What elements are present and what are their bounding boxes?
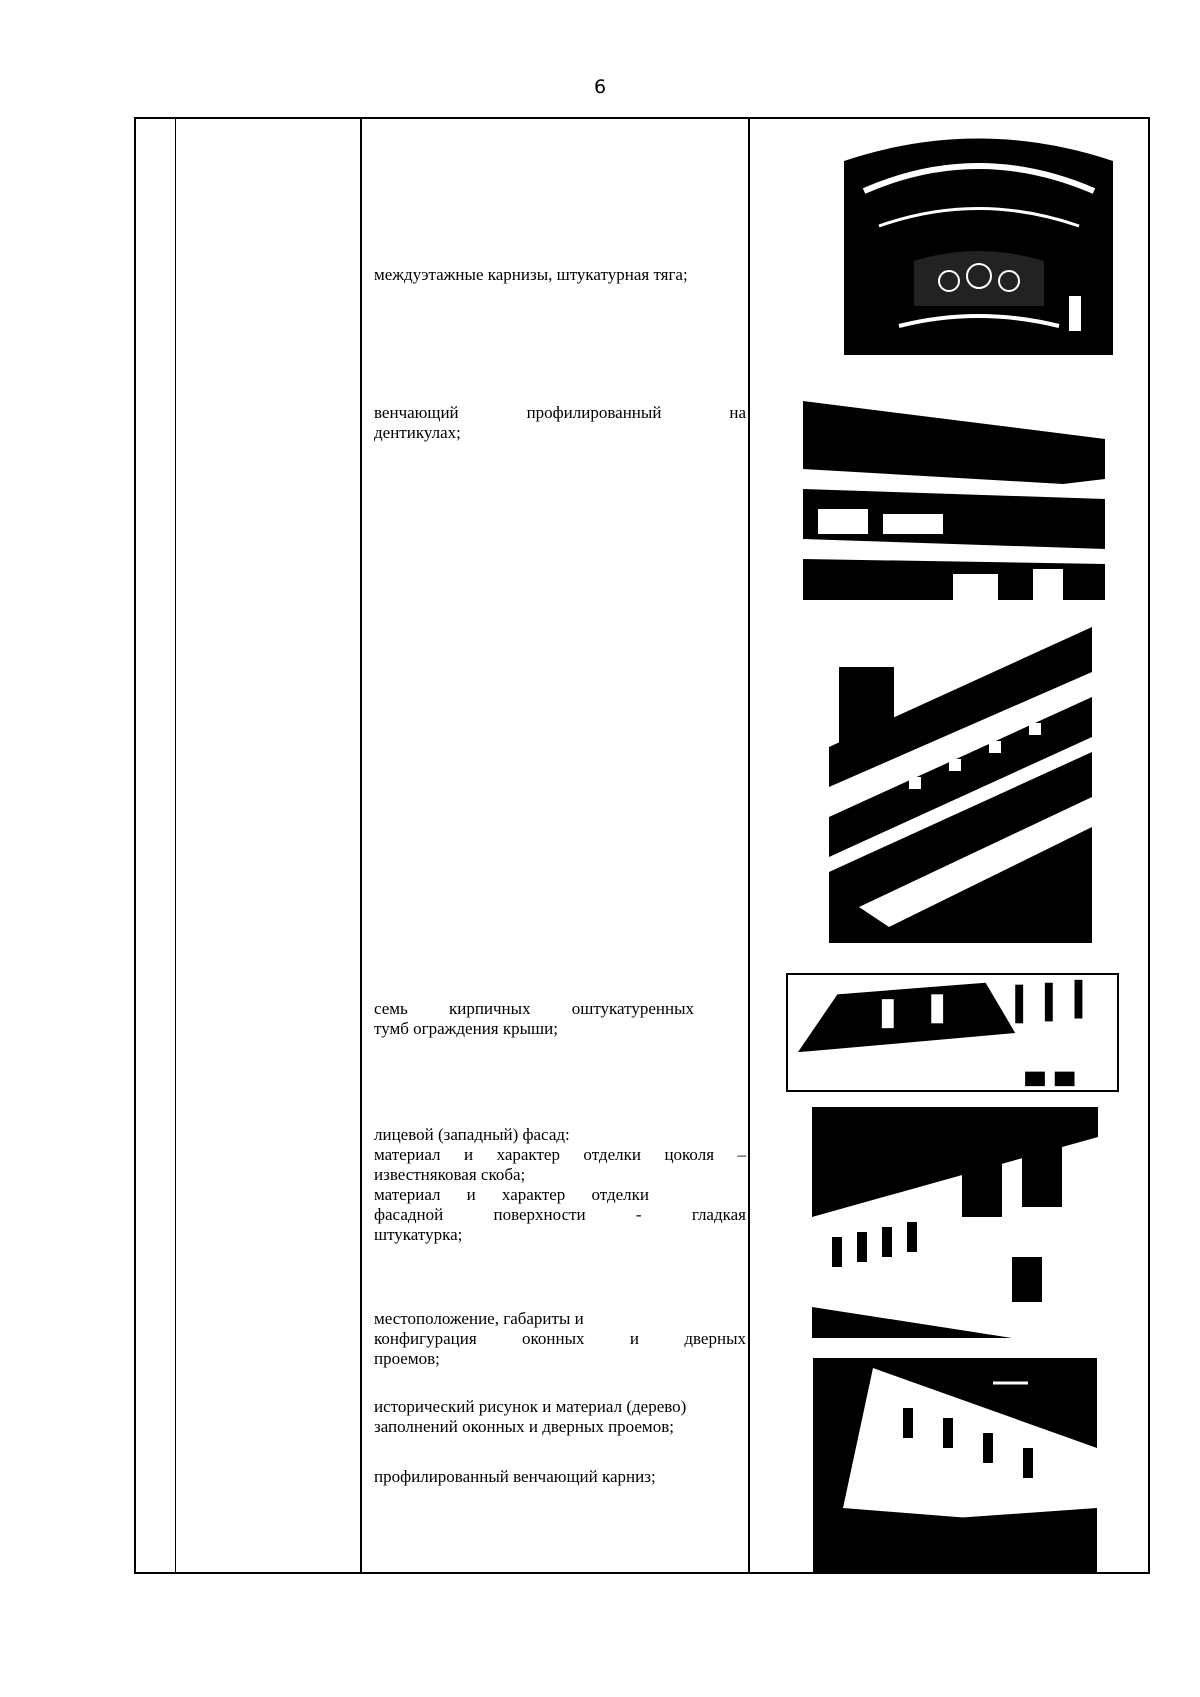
column-divider bbox=[748, 119, 750, 1572]
text-line: венчающий профилированный на bbox=[374, 403, 746, 422]
text-line: местоположение, габариты и bbox=[374, 1309, 584, 1328]
text-line: исторический рисунок и материал (дерево) bbox=[374, 1397, 687, 1416]
page-number: 6 bbox=[593, 76, 607, 98]
text-line: профилированный венчающий карниз; bbox=[374, 1467, 656, 1486]
photo-cornice-diagonal bbox=[829, 627, 1092, 943]
text-line: проемов; bbox=[374, 1349, 440, 1368]
text-line: тумб ограждения крыши; bbox=[374, 1019, 558, 1038]
photo-roof-pedestals bbox=[786, 973, 1119, 1092]
item-crowning bbox=[374, 403, 746, 443]
text-line: семь кирпичных оштукатуренных bbox=[374, 999, 694, 1018]
text-line: дентикулах; bbox=[374, 423, 461, 442]
text-line: материал и характер отделки цоколя – bbox=[374, 1145, 746, 1164]
text-line: материал и характер отделки bbox=[374, 1185, 649, 1204]
text-line: междуэтажные карнизы, штукатурная тяга; bbox=[374, 265, 688, 284]
item-facade bbox=[374, 1125, 746, 1245]
text-line: фасадной поверхности - гладкая bbox=[374, 1205, 746, 1224]
document-table bbox=[134, 117, 1150, 1574]
text-line: заполнений оконных и дверных проемов; bbox=[374, 1417, 674, 1436]
text-line: лицевой (западный) фасад: bbox=[374, 1125, 570, 1144]
item-cornices bbox=[374, 265, 746, 285]
column-divider bbox=[360, 119, 362, 1572]
text-line: конфигурация оконных и дверных bbox=[374, 1329, 746, 1348]
photo-crowning-cornice bbox=[803, 389, 1105, 600]
text-line: известняковая скоба; bbox=[374, 1165, 526, 1184]
item-fillings bbox=[374, 1397, 746, 1437]
photo-west-facade bbox=[812, 1107, 1098, 1338]
item-openings bbox=[374, 1309, 746, 1369]
photo-street-facade bbox=[813, 1358, 1097, 1574]
item-cornice-profile bbox=[374, 1467, 746, 1487]
column-divider bbox=[175, 119, 176, 1572]
item-pedestals bbox=[374, 999, 694, 1039]
text-line: штукатурка; bbox=[374, 1225, 463, 1244]
photo-arched-window bbox=[844, 131, 1113, 355]
